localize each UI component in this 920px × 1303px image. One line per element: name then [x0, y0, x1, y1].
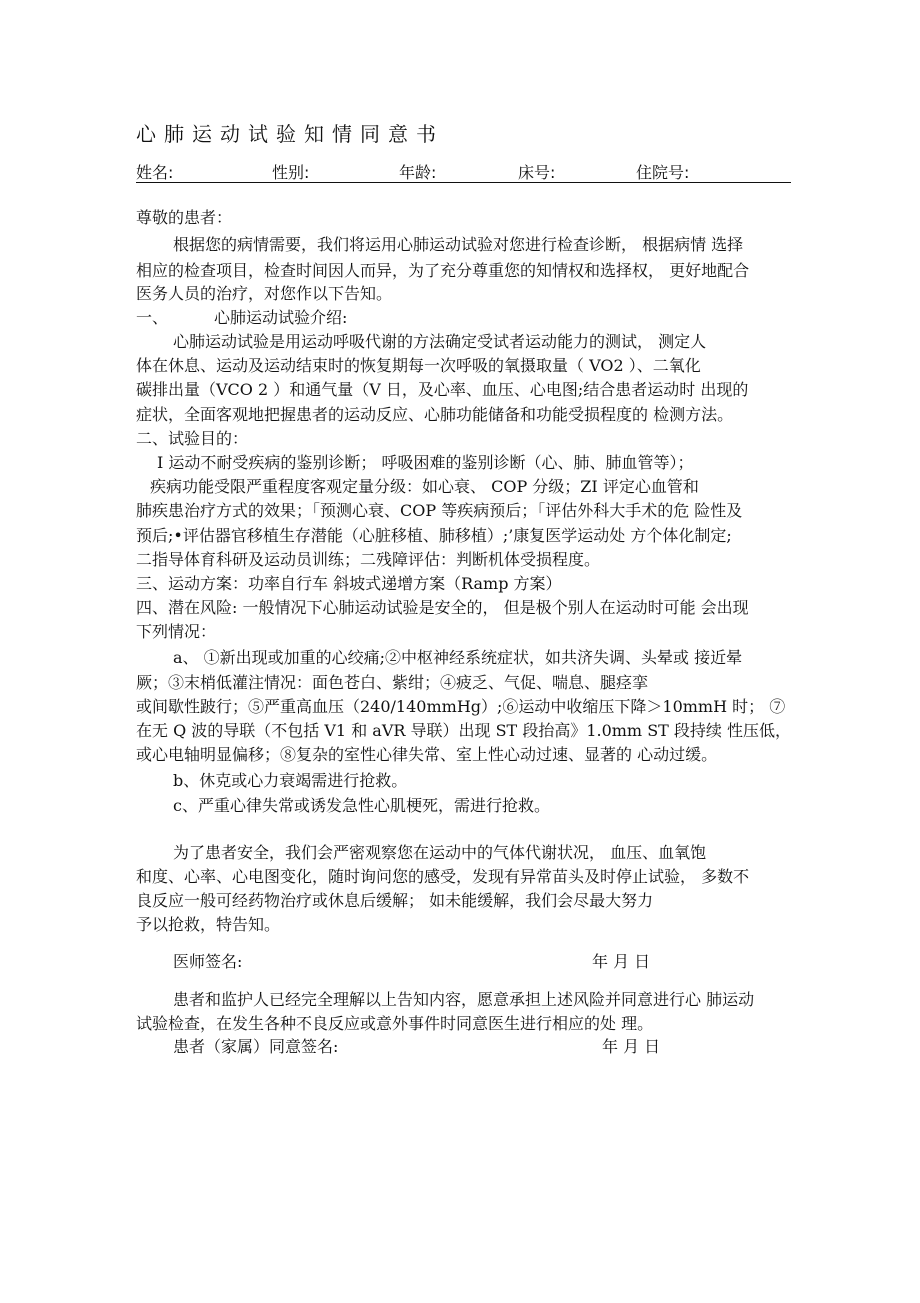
- risk-a-line: 厥；③末梢低灌注情况：面色苍白、紫绀；④疲乏、气促、喘息、腿痉挛: [136, 673, 649, 692]
- consent-line: 试验检查，在发生各种不良反应或意外事件时同意医生进行相应的处 理。: [136, 1014, 654, 1033]
- section-3-line: 三、运动方案：功率自行车 斜坡式递增方案（Ramp 方案）: [136, 574, 562, 593]
- safety-line: 为了患者安全，我们会严密观察您在运动中的气体代谢状况， 血压、血氧饱: [173, 843, 707, 862]
- section-2-line: I 运动不耐受疾病的鉴别诊断； 呼吸困难的鉴别诊断（心、肺、肺血管等）；: [157, 453, 694, 472]
- section-2-line: 预后;•评估器官移植生存潜能（心脏移植、肺移植）;’康复医学运动处 方个体化制定;: [136, 526, 732, 545]
- section-2-line: 二指导体育科研及运动员训练；二残障评估：判断机体受损程度。: [136, 550, 601, 569]
- section-1-title: 心肺运动试验介绍:: [214, 308, 348, 327]
- safety-line: 良反应一般可经药物治疗或休息后缓解； 如未能缓解，我们会尽最大努力: [136, 891, 654, 910]
- section-1-number: 一、: [136, 308, 169, 327]
- section-1-line: 症状，全面客观地把握患者的运动反应、心肺功能储备和功能受损程度的 检测方法。: [136, 405, 734, 424]
- section-1-line: 碳排出量（VCO 2 ）和通气量（V 日，及心率、血压、心电图;结合患者运动时 出现的: [136, 380, 749, 399]
- section-2-line: 肺疾患治疗方式的效果；「预测心衰、COP 等疾病预后；「评估外科大手术的危 险性及: [136, 501, 743, 520]
- doctor-signature-label: 医师签名:: [173, 952, 243, 971]
- consent-line: 患者和监护人已经完全理解以上告知内容，愿意承担上述风险并同意进行心 肺运动: [173, 990, 755, 1009]
- patient-signature-label: 患者（家属）同意签名:: [173, 1037, 339, 1056]
- greeting: 尊敬的患者：: [136, 208, 233, 227]
- safety-line: 和度、心率、心电图变化，随时询问您的感受，发现有异常苗头及时停止试验， 多数不: [136, 867, 750, 886]
- risk-c-line: c、严重心律失常或诱发急性心肌梗死，需进行抢救。: [173, 796, 550, 815]
- intro-line: 根据您的病情需要，我们将运用心肺运动试验对您进行检查诊断， 根据病情 选择: [173, 235, 744, 254]
- section-1-line: 心肺运动试验是用运动呼吸代谢的方法确定受试者运动能力的测试， 测定人: [173, 332, 707, 351]
- patient-signature-date: 年 月 日: [602, 1037, 661, 1056]
- bed-label: 床号:: [518, 163, 556, 182]
- intro-line: 相应的检查项目，检查时间因人而异，为了充分尊重您的知情权和选择权， 更好地配合: [136, 261, 750, 280]
- admission-number-label: 住院号:: [636, 163, 690, 182]
- risk-a-line: 或心电轴明显偏移；⑧复杂的室性心律失常、室上性心动过速、显著的 心动过缓。: [136, 745, 718, 764]
- section-4-line: 下列情况：: [136, 622, 217, 641]
- patient-info-line: [136, 160, 791, 183]
- intro-line: 医务人员的治疗，对您作以下告知。: [136, 284, 393, 303]
- section-1-line: 体在休息、运动及运动结束时的恢复期每一次呼吸的氧摄取量（ VO2 ）、二氧化: [136, 356, 701, 375]
- document-title: 心肺运动试验知情同意书: [136, 122, 444, 146]
- section-2-title: 二、试验目的：: [136, 429, 249, 448]
- name-label: 姓名:: [136, 163, 174, 182]
- risk-a-line: a、 ①新出现或加重的心绞痛;②中枢神经系统症状，如共济失调、头晕或 接近晕: [173, 648, 743, 667]
- safety-line: 予以抢救，特告知。: [136, 915, 281, 934]
- risk-a-line: 或间歇性跛行；⑤严重高血压（240/140mmHg）;⑥运动中收缩压下降＞10mmH 时； ⑦: [136, 697, 786, 716]
- section-4-line: 四、潜在风险: 一般情况下心肺运动试验是安全的， 但是极个别人在运动时可能 会出现: [136, 598, 749, 617]
- risk-a-line: 在无 Q 波的导联（不包括 V1 和 aVR 导联）出现 ST 段抬高》1.0mm ST 段持续 性压低，: [136, 721, 791, 740]
- section-2-line: 疾病功能受限严重程度客观定量分级：如心衰、 COP 分级；ZI 评定心血管和: [150, 477, 699, 496]
- risk-b-line: b、休克或心力衰竭需进行抢救。: [173, 771, 408, 790]
- gender-label: 性别:: [272, 163, 310, 182]
- doctor-signature-date: 年 月 日: [592, 952, 651, 971]
- age-label: 年龄:: [399, 163, 437, 182]
